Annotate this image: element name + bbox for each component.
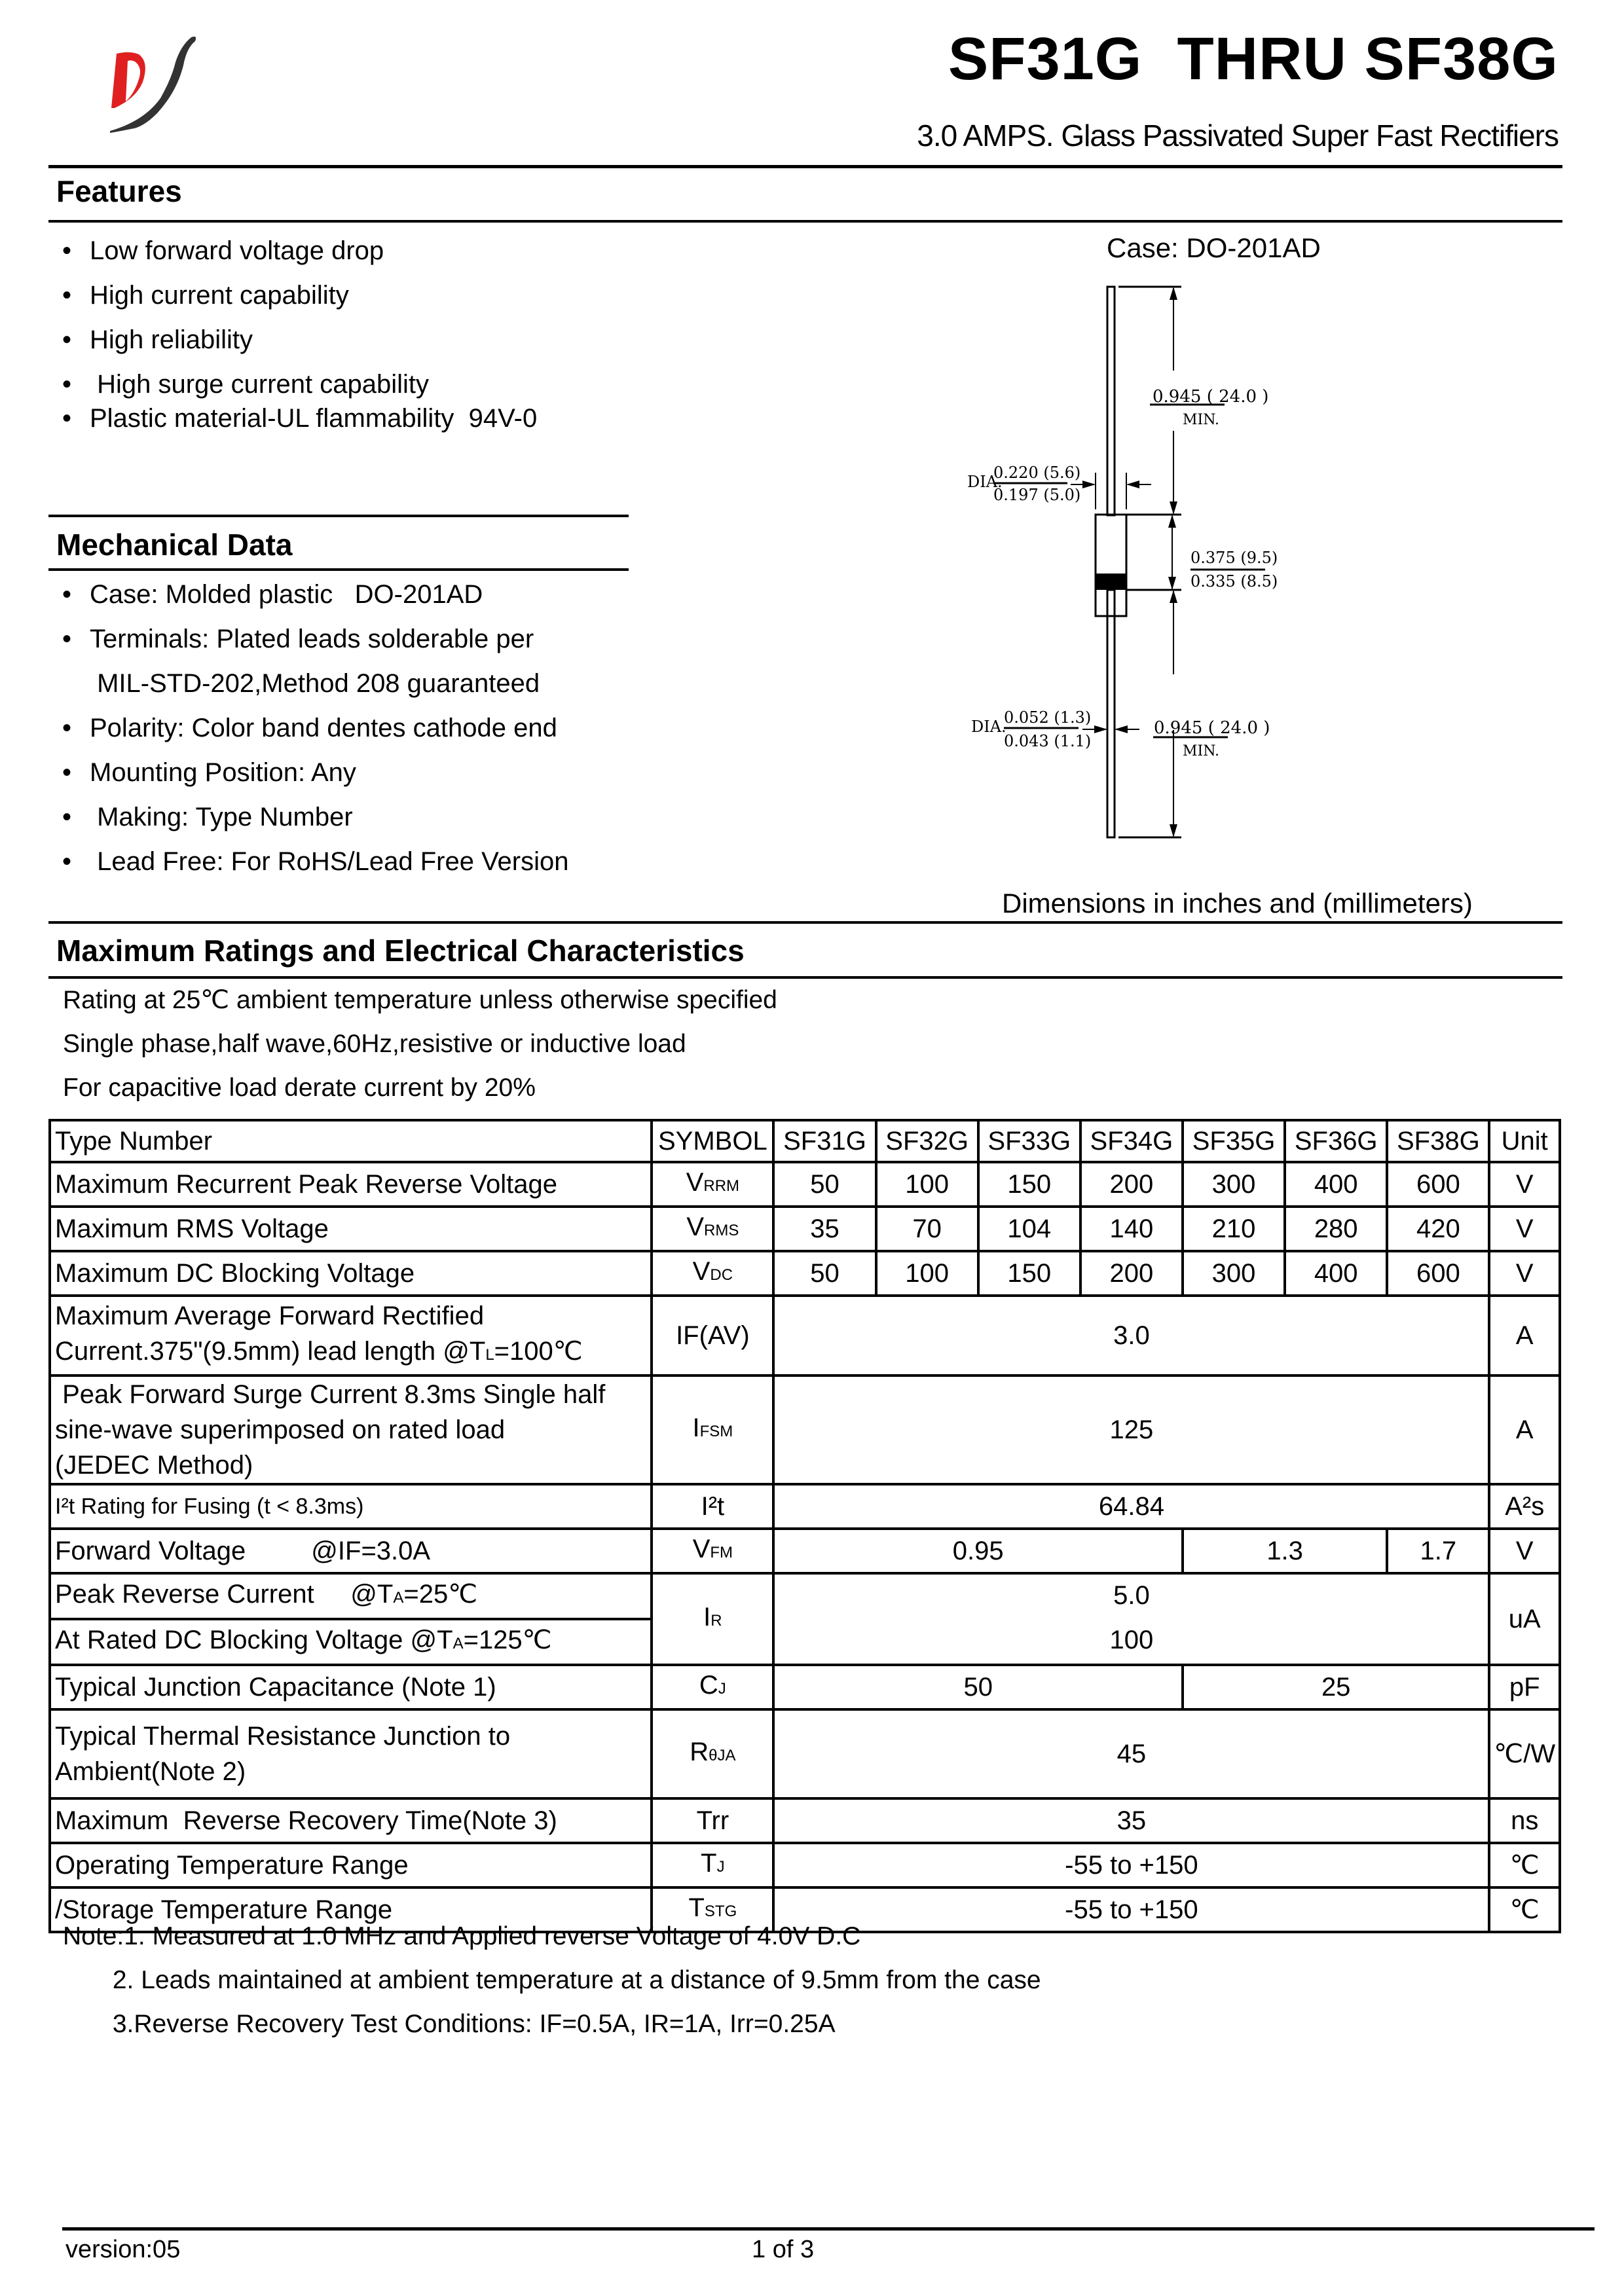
table-row <box>50 1529 1560 1573</box>
bottom-lead <box>1107 590 1115 837</box>
value-cell: 5.0 100 <box>773 1573 1489 1665</box>
body-dia-prefix: DIA. <box>967 473 1003 491</box>
param-label: Maximum DC Blocking Voltage <box>50 1251 652 1296</box>
value-cell: 300 <box>1183 1251 1285 1296</box>
unit-cell: A <box>1489 1296 1560 1376</box>
param-label: Maximum Recurrent Peak Reverse Voltage <box>50 1162 652 1207</box>
lead-dia-max: 0.052 (1.3) <box>1004 708 1092 727</box>
version-label: version:05 <box>65 2236 181 2263</box>
param-label: Peak Forward Surge Current 8.3ms Single half sine-wave superimposed on rated load (JEDEC Method) <box>50 1376 652 1484</box>
value-cell: 45 <box>773 1709 1489 1798</box>
param-label: Typical Junction Capacitance (Note 1) <box>50 1665 652 1709</box>
table-row <box>50 1207 1560 1251</box>
dimensions-note: Dimensions in inches and (millimeters) <box>1002 888 1473 919</box>
mechanical-heading: Mechanical Data <box>56 528 293 562</box>
value-cell: 100 <box>876 1162 978 1207</box>
bottom-lead-length: 0.945 ( 24.0 ) <box>1154 718 1270 738</box>
mechanical-list <box>62 576 568 888</box>
features-divider <box>48 220 1562 223</box>
top-lead-length-note: MIN. <box>1183 412 1220 428</box>
value-cell: 600 <box>1387 1162 1489 1207</box>
value-cell: 50 <box>773 1665 1183 1709</box>
value-cell: 210 <box>1183 1207 1285 1251</box>
symbol-cell: VFM <box>652 1529 773 1573</box>
value-cell: 104 <box>978 1207 1080 1251</box>
value-cell: 35 <box>773 1798 1489 1843</box>
table-row <box>50 1843 1560 1887</box>
mechanical-divider <box>48 568 629 571</box>
symbol-cell: I²t <box>652 1484 773 1529</box>
value-cell: 150 <box>978 1162 1080 1207</box>
header-part: SF35G <box>1183 1120 1285 1162</box>
mechanical-item: • Case: Molded plastic DO-201AD <box>62 580 483 609</box>
symbol-cell: IR <box>652 1573 773 1665</box>
value-cell: 420 <box>1387 1207 1489 1251</box>
unit-cell: V <box>1489 1162 1560 1207</box>
value-cell: -55 to +150 <box>773 1887 1489 1932</box>
diode-body <box>1096 515 1126 616</box>
lead-dia-prefix: DIA. <box>971 718 1006 736</box>
value-cell: 100 <box>876 1251 978 1296</box>
document-title: SF31G THRU SF38G <box>948 26 1559 92</box>
value-cell: 200 <box>1080 1251 1183 1296</box>
symbol-cell: Trr <box>652 1798 773 1843</box>
body-length-max: 0.375 (9.5) <box>1190 549 1278 567</box>
symbol-cell: TSTG <box>652 1887 773 1932</box>
value-cell: 3.0 <box>773 1296 1489 1376</box>
unit-cell: V <box>1489 1529 1560 1573</box>
param-label: Operating Temperature Range <box>50 1843 652 1887</box>
value-cell: 70 <box>876 1207 978 1251</box>
param-label: I²t Rating for Fusing (t < 8.3ms) <box>50 1484 652 1529</box>
table-header-row <box>50 1120 1560 1162</box>
note: 3.Reverse Recovery Test Conditions: IF=0.5A, IR=1A, Irr=0.25A <box>63 2010 836 2038</box>
value-cell: 0.95 <box>773 1529 1183 1573</box>
table-row <box>50 1296 1560 1376</box>
bottom-lead-length-note: MIN. <box>1183 743 1220 759</box>
header-symbol: SYMBOL <box>652 1120 773 1162</box>
unit-cell: V <box>1489 1251 1560 1296</box>
param-label: Maximum RMS Voltage <box>50 1207 652 1251</box>
value-cell: 200 <box>1080 1162 1183 1207</box>
value-cell: 280 <box>1285 1207 1387 1251</box>
value-cell: 64.84 <box>773 1484 1489 1529</box>
value-cell: 1.3 <box>1183 1529 1387 1573</box>
header-part: SF38G <box>1387 1120 1489 1162</box>
value-cell: 140 <box>1080 1207 1183 1251</box>
ratings-heading: Maximum Ratings and Electrical Characteristics <box>56 934 745 968</box>
body-dia-min: 0.197 (5.0) <box>993 486 1081 504</box>
features-heading: Features <box>56 174 182 208</box>
cathode-band <box>1096 574 1126 590</box>
top-lead <box>1107 287 1115 515</box>
table-row <box>50 1573 1560 1619</box>
note: Note:1. Measured at 1.0 MHz and Applied reverse Voltage of 4.0V D.C <box>63 1922 861 1950</box>
table-row <box>50 1484 1560 1529</box>
symbol-cell: CJ <box>652 1665 773 1709</box>
param-label: Peak Reverse Current @TA=25℃ <box>50 1573 652 1619</box>
symbol-cell: IF(AV) <box>652 1296 773 1376</box>
mechanical-top-divider <box>48 515 629 517</box>
param-label: Forward Voltage @IF=3.0A <box>50 1529 652 1573</box>
feature-item: • High current capability <box>62 281 349 310</box>
header-divider <box>48 165 1562 168</box>
unit-cell: V <box>1489 1207 1560 1251</box>
value-cell: 50 <box>773 1162 876 1207</box>
rating-condition: For capacitive load derate current by 20% <box>63 1074 536 1102</box>
table-row <box>50 1665 1560 1709</box>
ratings-table <box>48 1119 1561 1933</box>
value-cell: 125 <box>773 1376 1489 1484</box>
param-label: At Rated DC Blocking Voltage @TA=125℃ <box>50 1619 652 1665</box>
unit-cell: pF <box>1489 1665 1560 1709</box>
symbol-cell: VDC <box>652 1251 773 1296</box>
symbol-cell: RθJA <box>652 1709 773 1798</box>
unit-cell: ℃ <box>1489 1843 1560 1887</box>
param-label: Maximum Reverse Recovery Time(Note 3) <box>50 1798 652 1843</box>
table-row <box>50 1798 1560 1843</box>
mechanical-item: • Terminals: Plated leads solderable per <box>62 625 534 653</box>
lead-dia-min: 0.043 (1.1) <box>1004 732 1092 750</box>
case-label: Case: DO-201AD <box>1107 232 1321 263</box>
table-row <box>50 1251 1560 1296</box>
value-cell: 35 <box>773 1207 876 1251</box>
package-outline-diagram <box>950 249 1473 877</box>
value-cell: 400 <box>1285 1251 1387 1296</box>
table-row <box>50 1376 1560 1484</box>
unit-cell: ℃/W <box>1489 1709 1560 1798</box>
feature-item: • Plastic material-UL flammability 94V-0 <box>62 404 538 433</box>
mechanical-item: • Making: Type Number <box>62 803 353 831</box>
unit-cell: ℃ <box>1489 1887 1560 1932</box>
features-list <box>62 232 537 445</box>
ratings-top-divider <box>48 921 1562 924</box>
symbol-cell: IFSM <box>652 1376 773 1484</box>
value-cell: 400 <box>1285 1162 1387 1207</box>
symbol-cell: TJ <box>652 1843 773 1887</box>
symbol-cell: VRMS <box>652 1207 773 1251</box>
brand-logo <box>79 16 210 147</box>
value-cell: 50 <box>773 1251 876 1296</box>
value-cell: 300 <box>1183 1162 1285 1207</box>
brand-d-logo-icon <box>79 16 210 147</box>
mechanical-item: • Lead Free: For RoHS/Lead Free Version <box>62 847 569 876</box>
rating-condition: Rating at 25℃ ambient temperature unless otherwise specified <box>63 986 777 1014</box>
unit-cell: ns <box>1489 1798 1560 1843</box>
notes <box>63 1918 1041 2050</box>
header-part: SF32G <box>876 1120 978 1162</box>
header-type-number: Type Number <box>50 1120 652 1162</box>
value-cell: 1.7 <box>1387 1529 1489 1573</box>
value-cell: 25 <box>1183 1665 1489 1709</box>
value-cell: 600 <box>1387 1251 1489 1296</box>
body-dia-max: 0.220 (5.6) <box>993 464 1081 482</box>
document-subtitle: 3.0 AMPS. Glass Passivated Super Fast Rectifiers <box>917 118 1559 153</box>
unit-cell: A²s <box>1489 1484 1560 1529</box>
footer-divider <box>62 2227 1595 2231</box>
body-length-min: 0.335 (8.5) <box>1190 572 1278 591</box>
param-label: /Storage Temperature Range <box>50 1887 652 1932</box>
value-cell: -55 to +150 <box>773 1843 1489 1887</box>
table-row <box>50 1709 1560 1798</box>
unit-cell: A <box>1489 1376 1560 1484</box>
symbol-cell: VRRM <box>652 1162 773 1207</box>
mechanical-item: • Mounting Position: Any <box>62 758 356 787</box>
header-part: SF33G <box>978 1120 1080 1162</box>
header-part: SF36G <box>1285 1120 1387 1162</box>
page-number: 1 of 3 <box>752 2236 815 2263</box>
ratings-divider <box>48 976 1562 979</box>
unit-cell: uA <box>1489 1573 1560 1665</box>
feature-item: • High surge current capability <box>62 370 430 399</box>
feature-item: • High reliability <box>62 325 253 354</box>
top-lead-length: 0.945 ( 24.0 ) <box>1153 387 1269 407</box>
mechanical-item: • Polarity: Color band dentes cathode end <box>62 714 557 742</box>
note: 2. Leads maintained at ambient temperature at a distance of 9.5mm from the case <box>63 1966 1041 1994</box>
header-part: SF31G <box>773 1120 876 1162</box>
header-part: SF34G <box>1080 1120 1183 1162</box>
header-unit: Unit <box>1489 1120 1560 1162</box>
rating-condition: Single phase,half wave,60Hz,resistive or inductive load <box>63 1030 686 1058</box>
feature-item: • Low forward voltage drop <box>62 236 384 265</box>
param-label: Typical Thermal Resistance Junction to Ambient(Note 2) <box>50 1709 652 1798</box>
param-label: Maximum Average Forward Rectified Current.375"(9.5mm) lead length @TL=100℃ <box>50 1296 652 1376</box>
table-row <box>50 1162 1560 1207</box>
mechanical-item: MIL-STD-202,Method 208 guaranteed <box>90 669 540 698</box>
rating-conditions <box>63 982 777 1114</box>
value-cell: 150 <box>978 1251 1080 1296</box>
